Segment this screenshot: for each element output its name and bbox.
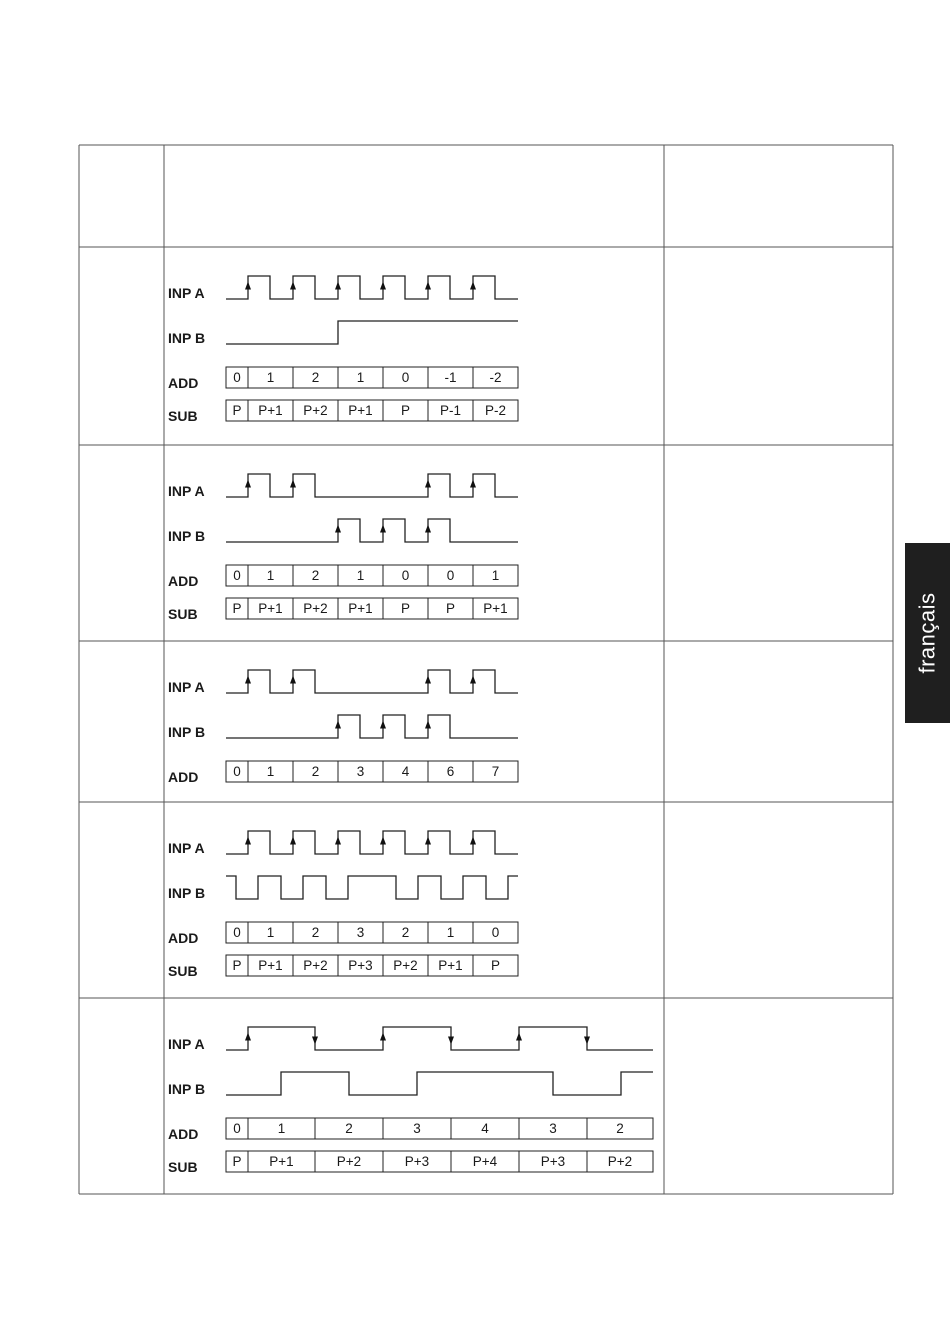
sub-counter-cell: P+3 <box>404 1154 430 1169</box>
falling-edge-arrow <box>312 1037 318 1045</box>
falling-edge-arrow <box>448 1037 454 1045</box>
add-counter-cell: 1 <box>266 764 275 779</box>
inp-a-label: INP A <box>168 483 205 499</box>
rising-edge-arrow <box>380 837 386 845</box>
language-tab[interactable] <box>905 543 950 723</box>
inp-b-waveform <box>226 519 518 542</box>
add-counter-cell: 7 <box>491 764 500 779</box>
rising-edge-arrow <box>290 282 296 290</box>
sub-counter-cell: P <box>400 403 411 418</box>
add-counter-cell: 1 <box>356 568 365 583</box>
add-counter-cell: 4 <box>481 1121 489 1136</box>
inp-b-label: INP B <box>168 330 206 346</box>
add-counter-cell: 2 <box>311 370 320 385</box>
add-counter-cell: 1 <box>356 370 365 385</box>
sub-counter-cell: P <box>232 958 242 973</box>
rising-edge-arrow <box>335 837 341 845</box>
rising-edge-arrow <box>335 525 341 533</box>
add-counter-cell: 1 <box>277 1121 286 1136</box>
sub-counter-cell: P <box>232 601 242 616</box>
rising-edge-arrow <box>290 480 296 488</box>
add-counter-cell: 0 <box>401 568 410 583</box>
add-counter-cell: 0 <box>401 370 410 385</box>
inp-a-label: INP A <box>168 679 205 695</box>
inp-a-label: INP A <box>168 285 205 301</box>
timing-diagram-5 <box>168 1027 653 1175</box>
rising-edge-arrow <box>245 676 251 684</box>
language-tab-label: français <box>914 592 940 674</box>
rising-edge-arrow <box>425 676 431 684</box>
sub-counter-cell: P+2 <box>303 958 328 973</box>
rising-edge-arrow <box>470 282 476 290</box>
rising-edge-arrow <box>516 1033 522 1041</box>
add-label: ADD <box>168 573 199 589</box>
rising-edge-arrow <box>380 1033 386 1041</box>
sub-counter-cell: P+3 <box>540 1154 566 1169</box>
inp-a-label: INP A <box>168 840 205 856</box>
sub-counter-cell: P <box>445 601 456 616</box>
table-rows <box>168 276 653 1175</box>
sub-counter-cell: P <box>232 403 242 418</box>
add-counter-cell: 2 <box>401 925 410 940</box>
rising-edge-arrow <box>425 721 431 729</box>
add-counter-cell: 1 <box>266 925 275 940</box>
sub-counter-cell: P+1 <box>258 601 283 616</box>
add-counter-cell: -1 <box>444 370 457 385</box>
sub-counter-cell: P+1 <box>258 403 283 418</box>
add-counter-cell: 3 <box>413 1121 421 1136</box>
add-counter-cell: 1 <box>491 568 500 583</box>
add-counter-cell: 1 <box>266 370 275 385</box>
inp-b-waveform <box>226 876 518 899</box>
add-counter-cell: 6 <box>446 764 455 779</box>
rising-edge-arrow <box>470 676 476 684</box>
add-label: ADD <box>168 769 199 785</box>
add-counter-cell: 4 <box>401 764 410 779</box>
rising-edge-arrow <box>425 480 431 488</box>
inp-b-label: INP B <box>168 724 206 740</box>
add-counter-cell: 0 <box>233 568 241 583</box>
inp-a-label: INP A <box>168 1036 205 1052</box>
sub-counter-cell: P+3 <box>348 958 373 973</box>
rising-edge-arrow <box>335 282 341 290</box>
add-counter-cell: 2 <box>345 1121 353 1136</box>
sub-counter-cell: P+4 <box>472 1154 498 1169</box>
rising-edge-arrow <box>380 721 386 729</box>
sub-counter-cell: P-1 <box>439 403 462 418</box>
sub-label: SUB <box>168 606 198 622</box>
sub-counter-cell: P+1 <box>348 601 373 616</box>
sub-counter-cell: P <box>490 958 501 973</box>
timing-diagram-4 <box>168 831 518 979</box>
rising-edge-arrow <box>425 525 431 533</box>
sub-counter-cell: P+1 <box>348 403 373 418</box>
inp-b-label: INP B <box>168 1081 206 1097</box>
add-counter-cell: 0 <box>491 925 500 940</box>
rising-edge-arrow <box>245 1033 251 1041</box>
add-counter-cell: 3 <box>356 764 365 779</box>
inp-b-label: INP B <box>168 885 206 901</box>
sub-counter-cell: P+2 <box>607 1154 633 1169</box>
sub-counter-cell: P <box>232 1154 242 1169</box>
rising-edge-arrow <box>290 837 296 845</box>
rising-edge-arrow <box>380 282 386 290</box>
add-counter-cell: 2 <box>311 925 320 940</box>
inp-b-waveform <box>226 715 518 738</box>
add-counter-cell: 0 <box>233 764 241 779</box>
inp-b-waveform <box>226 321 518 344</box>
add-counter-cell: 3 <box>356 925 365 940</box>
sub-counter-cell: P <box>400 601 411 616</box>
add-counter-cell: 0 <box>233 925 241 940</box>
sub-counter-cell: P+1 <box>438 958 463 973</box>
falling-edge-arrow <box>584 1037 590 1045</box>
rising-edge-arrow <box>245 282 251 290</box>
inp-b-waveform <box>226 1072 653 1095</box>
rising-edge-arrow <box>425 282 431 290</box>
add-counter-cell: 1 <box>446 925 455 940</box>
inp-b-label: INP B <box>168 528 206 544</box>
rising-edge-arrow <box>380 525 386 533</box>
rising-edge-arrow <box>425 837 431 845</box>
rising-edge-arrow <box>335 721 341 729</box>
sub-counter-cell: P+2 <box>393 958 418 973</box>
sub-counter-cell: P-2 <box>484 403 507 418</box>
rising-edge-arrow <box>245 480 251 488</box>
rising-edge-arrow <box>470 837 476 845</box>
sub-counter-cell: P+1 <box>258 958 283 973</box>
sub-counter-cell: P+2 <box>303 601 328 616</box>
sub-counter-cell: P+1 <box>269 1154 294 1169</box>
add-counter-cell: 0 <box>446 568 455 583</box>
add-counter-cell: 3 <box>549 1121 557 1136</box>
add-counter-cell: -2 <box>489 370 502 385</box>
timing-diagram-2 <box>168 474 518 622</box>
sub-counter-cell: P+1 <box>483 601 508 616</box>
add-label: ADD <box>168 930 199 946</box>
sub-label: SUB <box>168 408 198 424</box>
add-counter-cell: 2 <box>616 1121 624 1136</box>
add-counter-frame <box>226 1118 653 1139</box>
rising-edge-arrow <box>290 676 296 684</box>
timing-diagram-1 <box>168 276 518 424</box>
sub-label: SUB <box>168 1159 198 1175</box>
sub-counter-cell: P+2 <box>303 403 328 418</box>
add-counter-cell: 0 <box>233 370 241 385</box>
rising-edge-arrow <box>470 480 476 488</box>
add-label: ADD <box>168 375 199 391</box>
sub-counter-cell: P+2 <box>336 1154 362 1169</box>
rising-edge-arrow <box>245 837 251 845</box>
add-counter-cell: 2 <box>311 568 320 583</box>
timing-diagram-3 <box>168 670 518 785</box>
add-counter-cell: 0 <box>233 1121 241 1136</box>
sub-label: SUB <box>168 963 198 979</box>
add-counter-cell: 1 <box>266 568 275 583</box>
add-counter-cell: 2 <box>311 764 320 779</box>
add-label: ADD <box>168 1126 199 1142</box>
